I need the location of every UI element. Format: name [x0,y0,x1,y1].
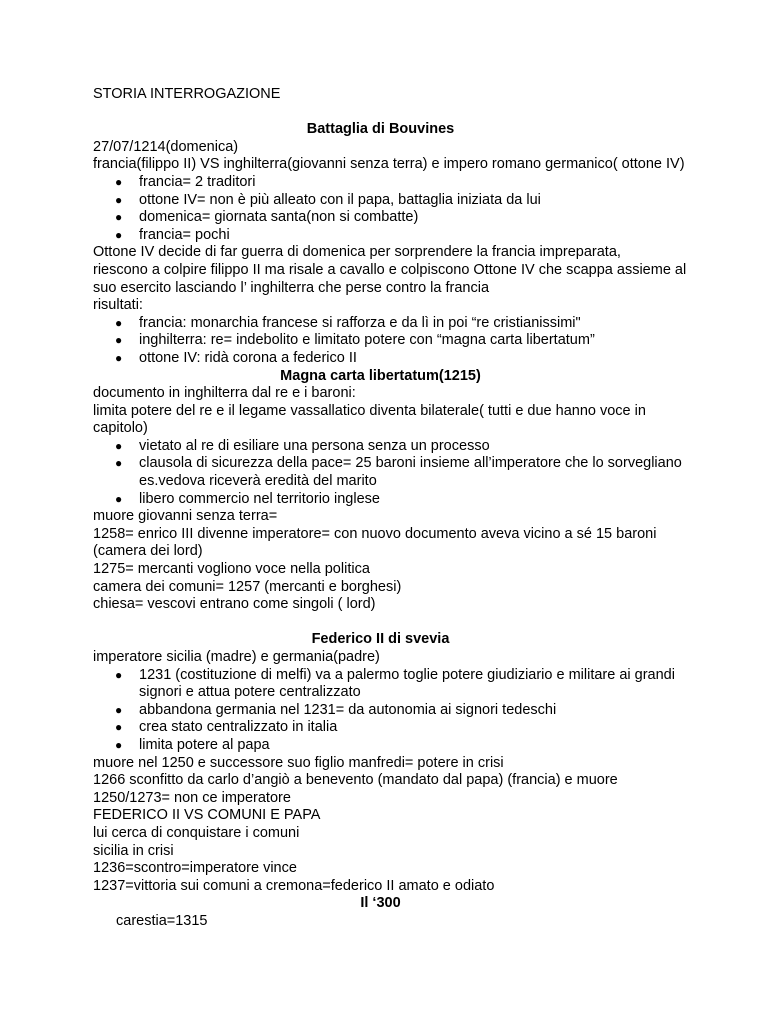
bullet-list [93,438,693,508]
text-line: FEDERICO II VS COMUNI E PAPA [93,807,321,824]
text-line: (camera dei lord) [93,543,203,560]
bullet-icon: ● [115,737,123,752]
list-item: ● ottone IV= non è più alleato con il papa, battaglia iniziata da lui [115,191,541,208]
list-item: ● 1231 (costituzione di melfi) va a palermo toglie potere giudiziario e militare ai grandi signori e attua potere centralizzato [115,666,675,701]
bullet-icon: ● [115,438,123,453]
text-line: francia(filippo II) VS inghilterra(giovanni senza terra) e impero romano germanico( ottone IV) [93,156,685,173]
text-line: limita potere del re e il legame vassallatico diventa bilaterale( tutti e due hanno voce in [93,402,646,419]
text-line: capitolo) [93,420,148,437]
list-item: ● clausola di sicurezza della pace= 25 baroni insieme all’imperatore che lo sorvegliano es.vedova riceverà eredità del marito [115,455,682,490]
text-line: lui cerca di conquistare i comuni [93,824,300,841]
text-line: muore giovanni senza terra= [93,508,278,525]
list-item: ● vietato al re di esiliare una persona senza un processo [115,437,490,454]
bullet-icon: ● [115,333,123,348]
text-line: chiesa= vescovi entrano come singoli ( lord) [93,596,376,613]
bullet-icon: ● [115,192,123,207]
text-line: imperatore sicilia (madre) e germania(padre) [93,649,380,665]
text-line: riescono a colpire filippo II ma risale a cavallo e colpiscono Ottone IV che scappa assieme al [93,261,687,278]
bullet-icon: ● [115,174,123,189]
text-line: 1236=scontro=imperatore vince [93,860,297,877]
bullet-icon: ● [115,210,123,225]
list-item: ● francia= 2 traditori [115,173,256,190]
bullet-icon: ● [115,456,123,471]
list-item: ● crea stato centralizzato in italia [115,719,338,736]
text-line: muore nel 1250 e successore suo figlio manfredi= potere in crisi [93,754,504,771]
bullet-icon: ● [115,227,123,242]
text-line: 1266 sconfitto da carlo d’angiò a benevento (mandato dal papa) (francia) e muore [93,772,618,789]
list-item: ● limita potere al papa [115,736,270,753]
heading-federico: Federico II di svevia [311,631,450,648]
text-line: 1237=vittoria sui comuni a cremona=federico II amato e odiato [93,877,495,894]
text-line: risultati: [93,297,143,314]
text-line: 27/07/1214(domenica) [93,138,239,155]
text-line: 1258= enrico III divenne imperatore= con nuovo documento aveva vicino a sé 15 baroni [93,525,657,542]
text-line: camera dei comuni= 1257 (mercanti e borghesi) [93,578,402,595]
text-line: 1250/1273= non ce imperatore [93,789,291,806]
list-item: ● francia= pochi [115,226,230,243]
bullet-icon: ● [115,350,123,365]
list-item: ● libero commercio nel territorio inglese [115,490,380,507]
list-item: ● francia: monarchia francese si rafforza e da lì in poi “re cristianissimi" [115,314,581,331]
bullet-icon: ● [115,720,123,735]
text-line: Ottone IV decide di far guerra di domenica per sorprendere la francia impreparata, [93,244,621,261]
bullet-list [93,315,693,368]
heading-magna-carta: Magna carta libertatum(1215) [280,367,481,384]
list-item: ● ottone IV: ridà corona a federico II [115,349,357,366]
bullet-icon: ● [115,702,123,717]
list-item: ● domenica= giornata santa(non si combatte) [115,209,419,226]
text-line: suo esercito lasciando l’ inghilterra che perse contro la francia [93,279,490,296]
bullet-list [93,667,693,755]
list-item: ● inghilterra: re= indebolito e limitato potere con “magna carta libertatum” [115,332,595,349]
text-line: documento in inghilterra dal re e i baroni: [93,385,356,402]
text-line: 1275= mercanti vogliono voce nella politica [93,561,370,578]
document-title: STORIA INTERROGAZIONE [93,86,281,102]
list-item: ● abbandona germania nel 1231= da autonomia ai signori tedeschi [115,701,557,718]
bullet-list [93,174,693,244]
bullet-icon: ● [115,667,123,682]
text-line: carestia=1315 [116,912,208,929]
bullet-icon: ● [115,491,123,506]
text-line: sicilia in crisi [93,842,174,859]
heading-bouvines: Battaglia di Bouvines [306,121,455,138]
document-page [93,86,693,931]
bullet-icon: ● [115,315,123,330]
heading-trecento: Il ‘300 [360,895,401,912]
